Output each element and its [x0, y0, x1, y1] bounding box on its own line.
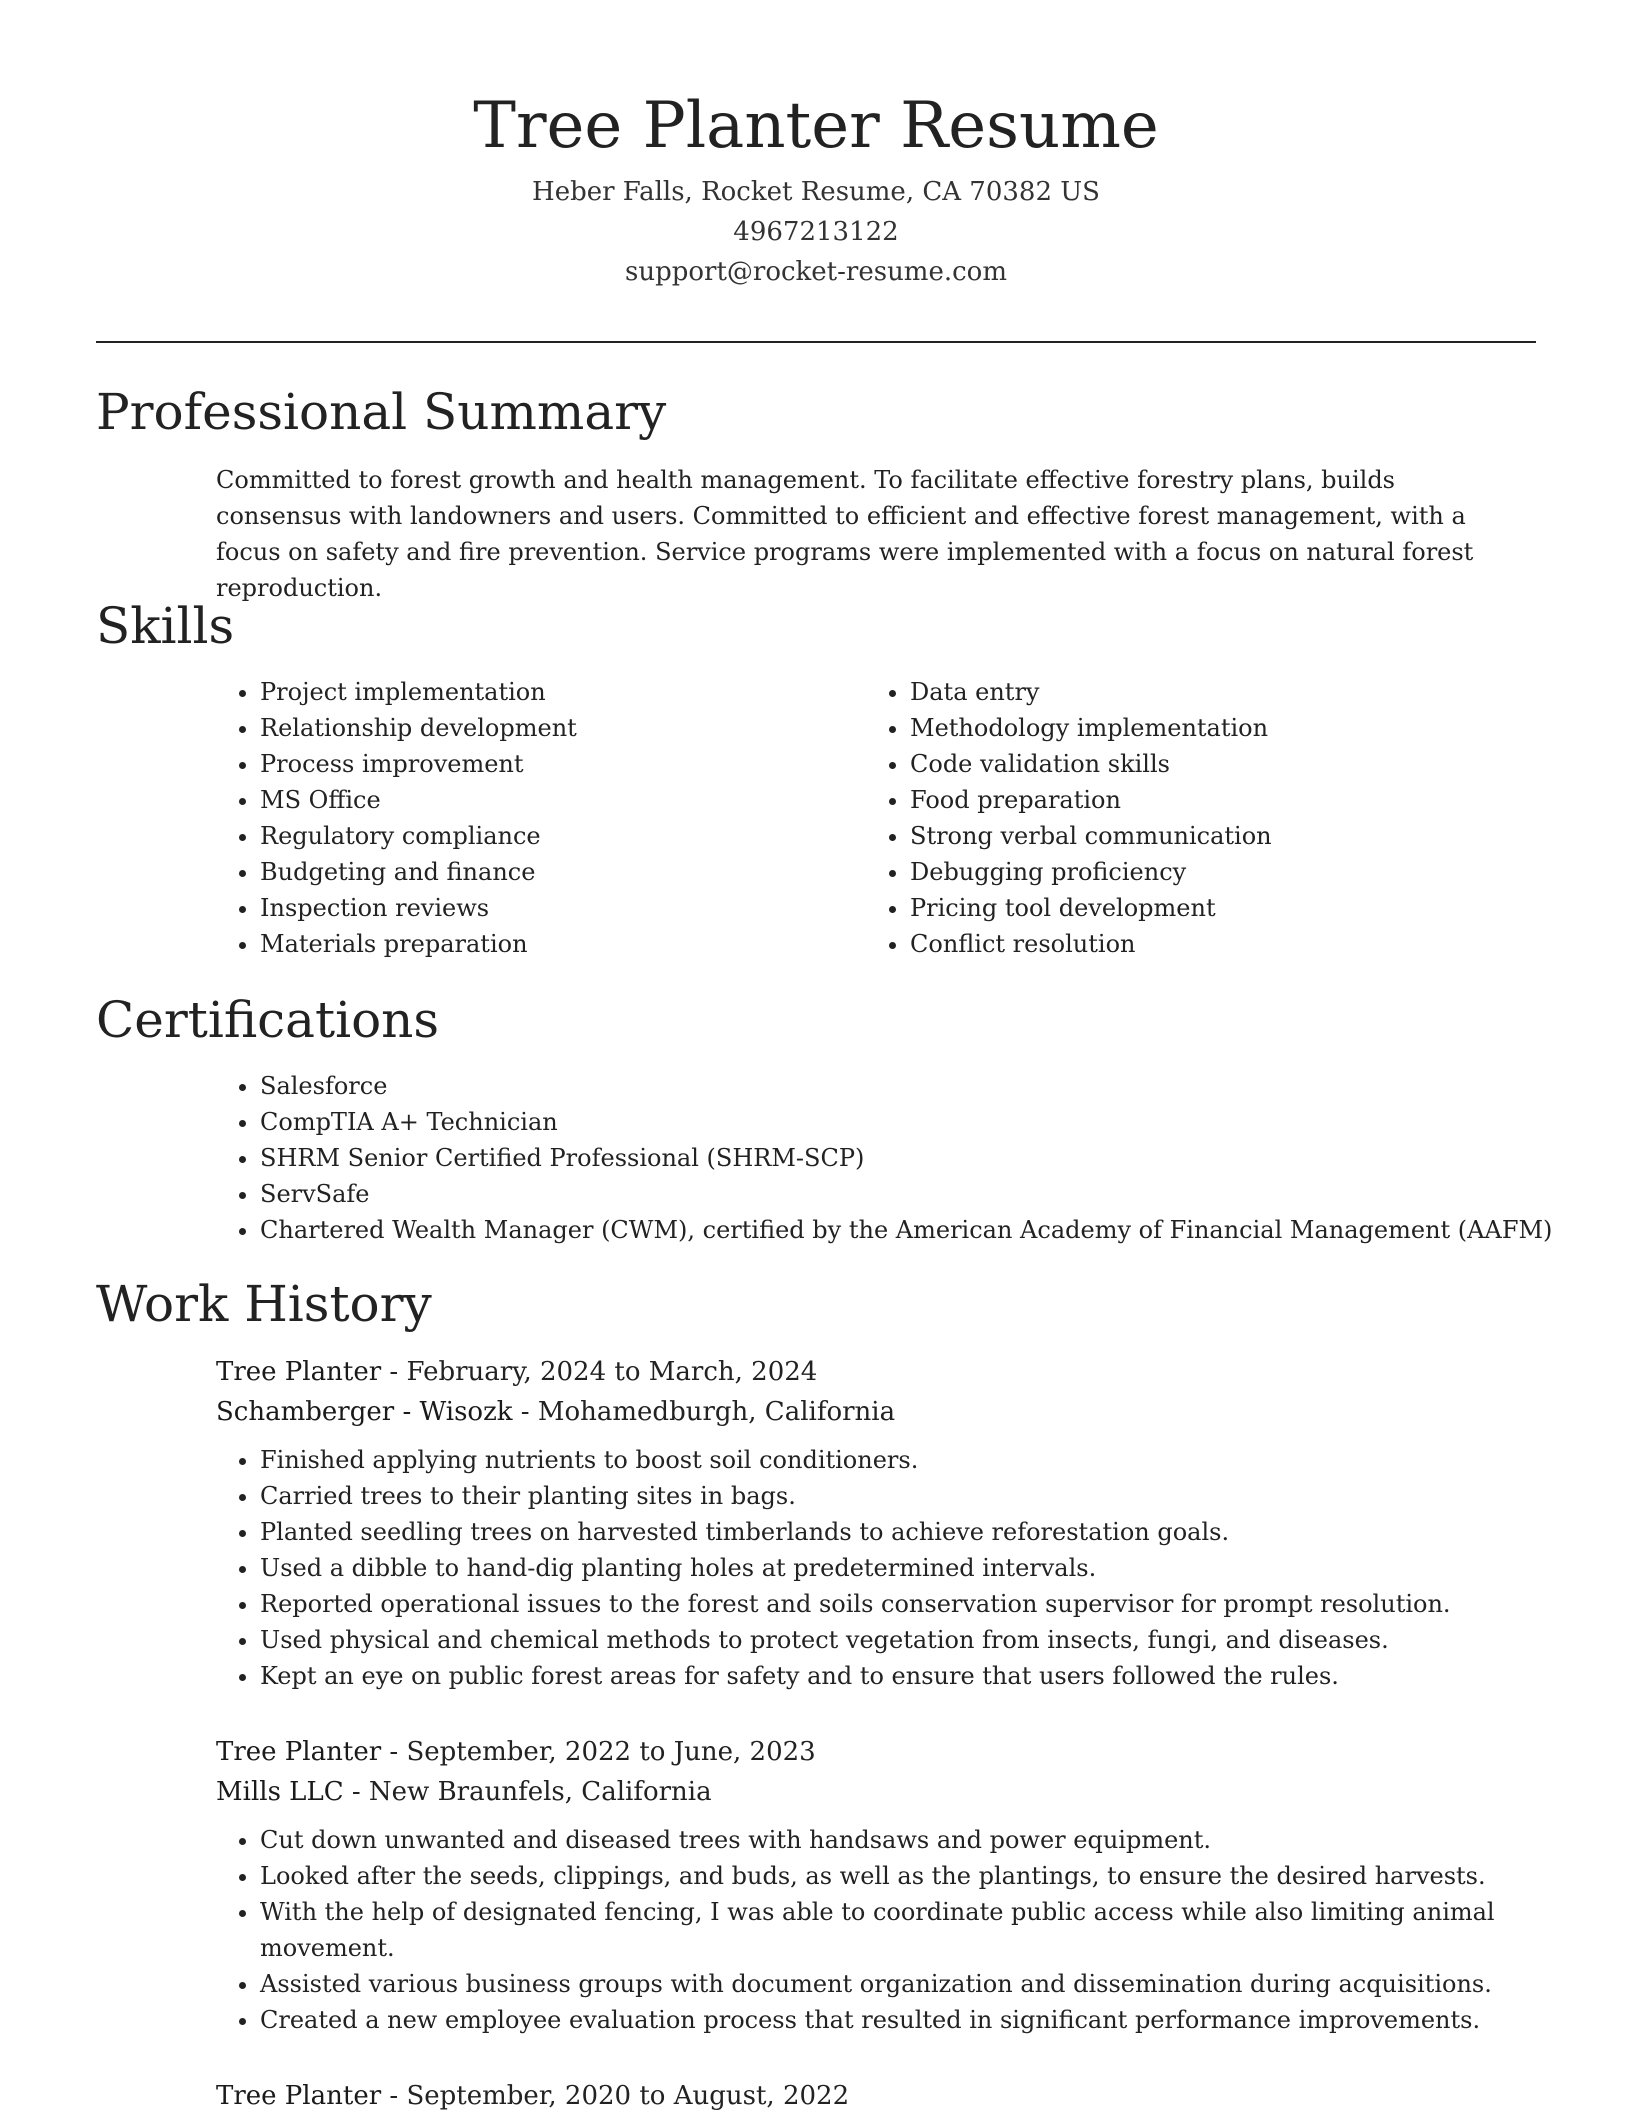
list-item: • Conflict resolution	[910, 926, 1516, 962]
certifications-heading: Certifications	[96, 991, 440, 1049]
header-divider	[96, 341, 1536, 343]
certifications-list	[216, 1068, 1556, 1248]
list-item: • Reported operational issues to the forest and soils conservation supervisor for prompt resolution.	[260, 1586, 1516, 1622]
job-role: Tree Planter	[216, 1737, 382, 1767]
list-item: • Assisted various business groups with document organization and dissemination during acquisitions.	[260, 1966, 1516, 2002]
list-item: • Process improvement	[260, 746, 816, 782]
list-item: • Carried trees to their planting sites in bags.	[260, 1478, 1516, 1514]
job-company-line	[216, 1772, 1516, 1812]
list-item: • With the help of designated fencing, I was able to coordinate public access while also limiting animal movement.	[260, 1894, 1516, 1966]
job-location: - New Braunfels, California	[343, 1777, 712, 1807]
job-dates: - February, 2024 to March, 2024	[381, 1357, 818, 1387]
job-title-line	[216, 2076, 1516, 2112]
list-item: • Used a dibble to hand-dig planting holes at predetermined intervals.	[260, 1550, 1516, 1586]
list-item: • Strong verbal communication	[910, 818, 1516, 854]
job-title-line	[216, 1732, 1516, 1772]
list-item: • Code validation skills	[910, 746, 1516, 782]
job-role: Tree Planter	[216, 2081, 382, 2111]
skills-heading: Skills	[96, 597, 235, 655]
job-role: Tree Planter	[216, 1357, 382, 1387]
list-item: • Inspection reviews	[260, 890, 816, 926]
summary-text: Committed to forest growth and health management. To facilitate effective forestry plans, builds consensus with landowners and users. Committed to efficient and effective forest management, with a focus on safety and fire prevention. Service programs were implemented with a focus on natural forest reproduction.	[216, 466, 1474, 602]
list-item: • CompTIA A+ Technician	[260, 1104, 1556, 1140]
skills-right-list	[866, 674, 1516, 962]
list-item: • Methodology implementation	[910, 710, 1516, 746]
list-item: • MS Office	[260, 782, 816, 818]
job-title-line	[216, 1352, 1516, 1392]
list-item: • Data entry	[910, 674, 1516, 710]
job-location: - Mohamedburgh, California	[512, 1397, 896, 1427]
job-company: Mills LLC	[216, 1777, 344, 1807]
job-dates: - September, 2020 to August, 2022	[381, 2081, 850, 2111]
list-item: • Kept an eye on public forest areas for safety and to ensure that users followed the rules.	[260, 1658, 1516, 1694]
certifications-list-wrapper	[216, 1068, 1556, 1248]
job-bullets	[216, 1442, 1516, 1694]
list-item: • Planted seedling trees on harvested timberlands to achieve reforestation goals.	[260, 1514, 1516, 1550]
skills-left-list	[216, 674, 816, 962]
job-dates: - September, 2022 to June, 2023	[381, 1737, 816, 1767]
contact-phone: 4967213122	[733, 217, 899, 247]
list-item: • Pricing tool development	[910, 890, 1516, 926]
job-company: Schamberger - Wisozk	[216, 1397, 513, 1427]
summary-heading: Professional Summary	[96, 383, 667, 441]
list-item: • Relationship development	[260, 710, 816, 746]
list-item: • SHRM Senior Certified Professional (SHRM-SCP)	[260, 1140, 1556, 1176]
list-item: • Chartered Wealth Manager (CWM), certified by the American Academy of Financial Management (AAFM)	[260, 1212, 1556, 1248]
job-company-line	[216, 1392, 1516, 1432]
list-item: • Project implementation	[260, 674, 816, 710]
skills-left-column	[216, 674, 816, 962]
list-item: • Salesforce	[260, 1068, 1556, 1104]
list-item: • Regulatory compliance	[260, 818, 816, 854]
resume-header	[0, 80, 1632, 292]
list-item: • ServSafe	[260, 1176, 1556, 1212]
list-item: • Looked after the seeds, clippings, and buds, as well as the plantings, to ensure the desired harvests.	[260, 1858, 1516, 1894]
list-item: • Debugging proficiency	[910, 854, 1516, 890]
list-item: • Finished applying nutrients to boost soil conditioners.	[260, 1442, 1516, 1478]
list-item: • Used physical and chemical methods to protect vegetation from insects, fungi, and diseases.	[260, 1622, 1516, 1658]
skills-right-column	[866, 674, 1516, 962]
job-entry	[216, 1732, 1516, 2038]
contact-email: support@rocket-resume.com	[624, 257, 1007, 287]
contact-address: Heber Falls, Rocket Resume, CA 70382 US	[532, 177, 1100, 207]
job-entry	[216, 2076, 1516, 2112]
work-history-heading: Work History	[96, 1275, 432, 1333]
job-entry	[216, 1352, 1516, 1694]
job-bullets	[216, 1822, 1516, 2038]
list-item: • Budgeting and finance	[260, 854, 816, 890]
list-item: • Created a new employee evaluation process that resulted in significant performance improvements.	[260, 2002, 1516, 2038]
list-item: • Food preparation	[910, 782, 1516, 818]
page-title: Tree Planter Resume	[473, 89, 1159, 163]
list-item: • Cut down unwanted and diseased trees with handsaws and power equipment.	[260, 1822, 1516, 1858]
list-item: • Materials preparation	[260, 926, 816, 962]
